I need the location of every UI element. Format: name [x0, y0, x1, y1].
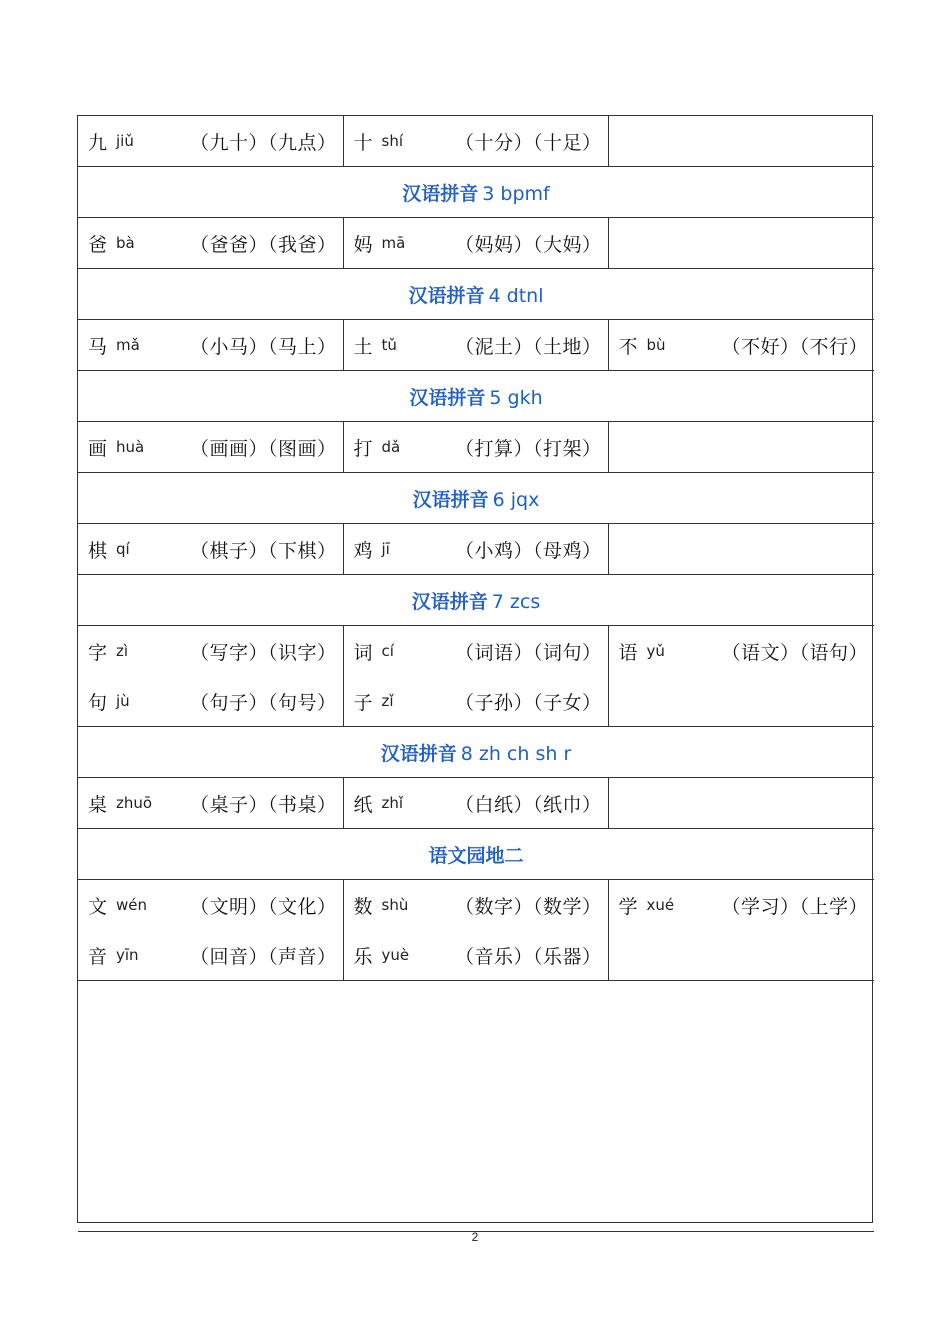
section-title-text: 语文园地二 [428, 844, 524, 867]
word-examples: （九十）（九点） [189, 131, 337, 154]
pinyin: dǎ [381, 438, 401, 456]
character: 桌 [88, 793, 108, 816]
empty-cell [608, 116, 874, 167]
pinyin: jiǔ [116, 132, 134, 150]
section-title [78, 727, 874, 778]
character: 句 [88, 691, 108, 714]
pinyin: bù [646, 336, 666, 354]
vocab-entry [609, 320, 875, 370]
vocab-cell [78, 880, 343, 981]
pinyin: yīn [116, 946, 139, 964]
word-examples: （十分）（十足） [454, 131, 602, 154]
section-title-text: 汉语拼音 [411, 590, 488, 613]
pinyin: jù [116, 692, 130, 710]
section-title-number: 5 gkh [489, 386, 543, 409]
vocab-entry [344, 320, 608, 370]
vocab-cell [343, 116, 608, 167]
character: 音 [88, 945, 108, 968]
vocab-entry [78, 930, 343, 980]
word-examples: （白纸）（纸巾） [454, 793, 602, 816]
empty-cell [608, 218, 874, 269]
character: 纸 [353, 793, 373, 816]
vocab-cell [343, 778, 608, 829]
section-header-row [78, 575, 874, 626]
vocab-row [78, 880, 874, 981]
word-examples: （音乐）（乐器） [454, 945, 602, 968]
section-title [78, 473, 874, 524]
vocab-entry [78, 320, 343, 370]
section-title [78, 371, 874, 422]
word-examples: （棋子）（下棋） [189, 539, 337, 562]
section-title-text: 汉语拼音 [408, 284, 485, 307]
word-examples: （写字）（识字） [189, 641, 337, 664]
vocab-cell [343, 626, 608, 727]
character: 乐 [353, 945, 373, 968]
character: 打 [353, 437, 373, 460]
word-examples: （回音）（声音） [189, 945, 337, 968]
character: 语 [618, 641, 638, 664]
pinyin: cí [381, 642, 394, 660]
word-examples: （泥土）（土地） [454, 335, 602, 358]
word-examples: （小马）（马上） [189, 335, 337, 358]
blank-area-row [78, 981, 874, 1232]
vocab-cell [78, 524, 343, 575]
pinyin: mǎ [116, 336, 140, 354]
character: 字 [88, 641, 108, 664]
character: 文 [88, 895, 108, 918]
section-title-number: 6 jqx [492, 488, 540, 511]
section-title-text: 汉语拼音 [380, 742, 457, 765]
page-number: 2 [471, 1230, 479, 1244]
section-header-row [78, 371, 874, 422]
character: 画 [88, 437, 108, 460]
pinyin: qí [116, 540, 130, 558]
vocab-cell [78, 320, 343, 371]
word-examples: （爸爸）（我爸） [189, 233, 337, 256]
pinyin: bà [116, 234, 135, 252]
section-title-number: 3 bpmf [482, 182, 550, 205]
vocab-cell [608, 626, 874, 727]
pinyin: xué [646, 896, 675, 914]
vocab-entry [609, 626, 875, 676]
vocab-row [78, 320, 874, 371]
character: 棋 [88, 539, 108, 562]
character: 马 [88, 335, 108, 358]
word-examples: （不好）（不行） [721, 335, 868, 358]
section-title [78, 829, 874, 880]
vocab-cell [343, 320, 608, 371]
pinyin: shí [381, 132, 403, 150]
vocab-entry [344, 218, 608, 268]
section-title [78, 167, 874, 218]
character: 妈 [353, 233, 373, 256]
vocab-row [78, 422, 874, 473]
vocab-entry [78, 218, 343, 268]
pinyin: yuè [381, 946, 410, 964]
pinyin: zǐ [381, 692, 394, 710]
section-title [78, 269, 874, 320]
vocab-entry [78, 778, 343, 828]
pinyin: mā [381, 234, 406, 252]
vocab-entry [344, 524, 608, 574]
word-examples: （妈妈）（大妈） [454, 233, 602, 256]
character: 九 [88, 131, 108, 154]
vocab-cell [608, 880, 874, 981]
empty-cell [608, 778, 874, 829]
vocab-entry [78, 676, 343, 726]
word-examples: （打算）（打架） [454, 437, 602, 460]
vocab-row [78, 116, 874, 167]
character: 爸 [88, 233, 108, 256]
vocab-cell [608, 320, 874, 371]
vocab-cell [78, 626, 343, 727]
pinyin: tǔ [381, 336, 397, 354]
section-header-row [78, 829, 874, 880]
vocab-row [78, 626, 874, 727]
pinyin: jī [381, 540, 390, 558]
word-examples: （画画）（图画） [189, 437, 337, 460]
word-examples: （桌子）（书桌） [189, 793, 337, 816]
vocab-entry [344, 880, 608, 930]
word-examples: （句子）（句号） [189, 691, 337, 714]
character: 学 [618, 895, 638, 918]
section-title-text: 汉语拼音 [412, 488, 489, 511]
vocab-entry [344, 930, 608, 980]
section-title-number: 8 zh ch sh r [460, 742, 572, 765]
vocab-cell [343, 524, 608, 575]
character: 子 [353, 691, 373, 714]
vocab-row [78, 524, 874, 575]
character: 不 [618, 335, 638, 358]
pinyin: yǔ [646, 642, 665, 660]
vocab-cell [78, 218, 343, 269]
empty-cell [608, 524, 874, 575]
vocab-cell [78, 116, 343, 167]
vocab-row [78, 218, 874, 269]
vocab-entry [78, 524, 343, 574]
empty-cell [608, 422, 874, 473]
pinyin: wén [116, 896, 148, 914]
vocab-row [78, 778, 874, 829]
section-title [78, 575, 874, 626]
word-examples: （语文）（语句） [721, 641, 868, 664]
word-examples: （数字）（数学） [454, 895, 602, 918]
word-examples: （文明）（文化） [189, 895, 337, 918]
word-examples: （小鸡）（母鸡） [454, 539, 602, 562]
pinyin: zì [116, 642, 129, 660]
section-header-row [78, 167, 874, 218]
vocabulary-table [78, 116, 874, 1232]
character: 词 [353, 641, 373, 664]
vocab-entry [78, 880, 343, 930]
vocabulary-table-frame [77, 115, 873, 1223]
vocab-entry [344, 422, 608, 472]
section-title-text: 汉语拼音 [409, 386, 486, 409]
vocab-entry [344, 116, 608, 166]
vocab-entry [78, 422, 343, 472]
vocab-entry [609, 880, 875, 930]
section-title-number: 7 zcs [491, 590, 541, 613]
vocab-entry [344, 626, 608, 676]
character: 十 [353, 131, 373, 154]
word-examples: （词语）（词句） [454, 641, 602, 664]
vocab-entry [78, 116, 343, 166]
section-title-number: 4 dtnl [488, 284, 544, 307]
vocab-cell [343, 422, 608, 473]
pinyin: shù [381, 896, 409, 914]
character: 鸡 [353, 539, 373, 562]
character: 土 [353, 335, 373, 358]
pinyin: zhǐ [381, 794, 404, 812]
vocab-entry [344, 676, 608, 726]
blank-area [78, 981, 874, 1232]
vocab-cell [78, 778, 343, 829]
section-header-row [78, 473, 874, 524]
vocab-entry [344, 778, 608, 828]
pinyin: huà [116, 438, 145, 456]
vocab-entry [78, 626, 343, 676]
vocab-cell [343, 218, 608, 269]
section-title-text: 汉语拼音 [402, 182, 479, 205]
vocab-cell [343, 880, 608, 981]
character: 数 [353, 895, 373, 918]
pinyin: zhuō [116, 794, 153, 812]
vocab-cell [78, 422, 343, 473]
word-examples: （学习）（上学） [721, 895, 868, 918]
section-header-row [78, 269, 874, 320]
vocabulary-table-body [78, 116, 874, 1232]
section-header-row [78, 727, 874, 778]
word-examples: （子孙）（子女） [454, 691, 602, 714]
